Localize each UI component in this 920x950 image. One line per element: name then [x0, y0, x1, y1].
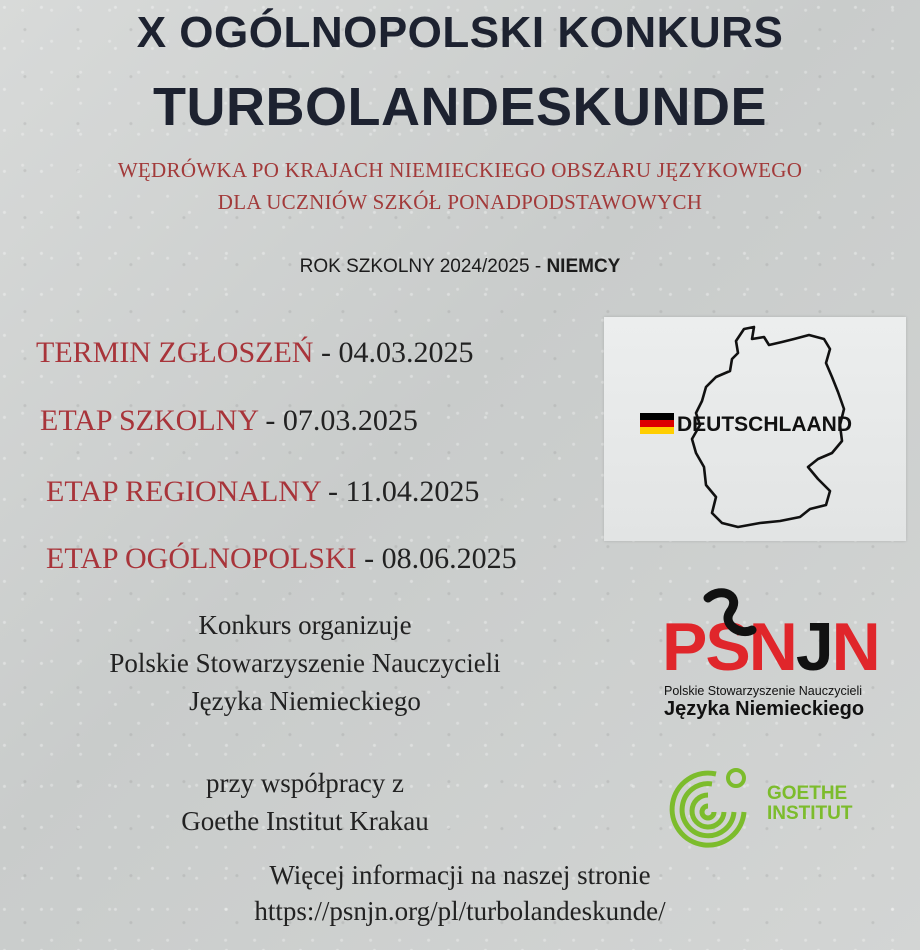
date-row-school-stage [40, 404, 418, 438]
goethe-ring [702, 806, 714, 818]
date-label: TERMIN ZGŁOSZEŃ [36, 336, 314, 369]
date-label: ETAP OGÓLNOPOLSKI [46, 542, 357, 575]
flag-band-gold [640, 427, 674, 434]
subtitle-line-2: DLA UCZNIÓW SZKÓŁ PONADPODSTAWOWYCH [217, 190, 703, 214]
goethe-line-2: INSTITUT [767, 803, 853, 824]
cooperation-line-2: Goethe Institut Krakau [181, 806, 429, 836]
psnjn-letter: N [831, 609, 879, 685]
germany-map-card [604, 317, 906, 541]
flag-band-red [640, 420, 674, 427]
date-value: 08.06.2025 [381, 542, 517, 575]
organizer-line-3: Języka Niemieckiego [189, 686, 421, 716]
organizer-line-1: Konkurs organizuje [198, 610, 412, 640]
psnjn-logo-mark-icon [662, 586, 879, 686]
date-value: 04.03.2025 [338, 336, 474, 369]
goethe-ring [692, 795, 724, 827]
map-label-text: DEUTSCHLAAND [677, 413, 852, 436]
date-separator: - [356, 542, 382, 575]
goethe-spiral-icon [664, 764, 754, 854]
date-label: ETAP REGIONALNY [46, 475, 321, 508]
subtitle-line-1: WĘDRÓWKA PO KRAJACH NIEMIECKIEGO OBSZARU JĘZYKOWEGO [117, 158, 803, 182]
psnjn-logo [662, 586, 879, 686]
date-value: 11.04.2025 [345, 475, 480, 508]
school-year-prefix: ROK SZKOLNY 2024/2025 - [299, 256, 547, 277]
psnjn-letter: P [662, 609, 706, 685]
flag-band-black [640, 413, 674, 420]
title-line-2: TURBOLANDESKUNDE [153, 77, 767, 137]
psnjn-letter: S [705, 609, 749, 685]
date-row-registration [36, 336, 473, 370]
organizer-line-2: Polskie Stowarzyszenie Nauczycieli [109, 648, 501, 678]
cooperation-line-1: przy współpracy z [206, 768, 404, 798]
more-info-text: Więcej informacji na naszej stronie [269, 860, 651, 890]
school-year [0, 256, 920, 278]
goethe-dot [728, 770, 744, 786]
psnjn-letter: J [795, 609, 832, 685]
goethe-logo-mark [664, 764, 754, 854]
psnjn-logo-subtitle-1: Polskie Stowarzyszenie Nauczycieli [664, 684, 862, 698]
date-separator: - [320, 475, 346, 508]
german-flag-icon [640, 413, 674, 434]
website-link[interactable]: https://psnjn.org/pl/turbolandeskunde/ [254, 896, 666, 926]
date-separator: - [257, 404, 283, 437]
title-line-1: X OGÓLNOPOLSKI KONKURS [136, 8, 784, 57]
date-value: 07.03.2025 [282, 404, 418, 437]
svg-text:PSNJN [662, 609, 879, 685]
date-row-national-stage [46, 542, 517, 576]
psnjn-letter: N [748, 609, 796, 685]
goethe-logo-text [767, 784, 853, 824]
date-label: ETAP SZKOLNY [40, 404, 258, 437]
date-separator: - [313, 336, 339, 369]
map-label [640, 413, 852, 437]
goethe-line-1: GOETHE [767, 783, 848, 804]
psnjn-logo-subtitle-2: Języka Niemieckiego [664, 698, 865, 720]
school-year-country: NIEMCY [546, 256, 621, 277]
date-row-regional-stage [46, 475, 479, 509]
